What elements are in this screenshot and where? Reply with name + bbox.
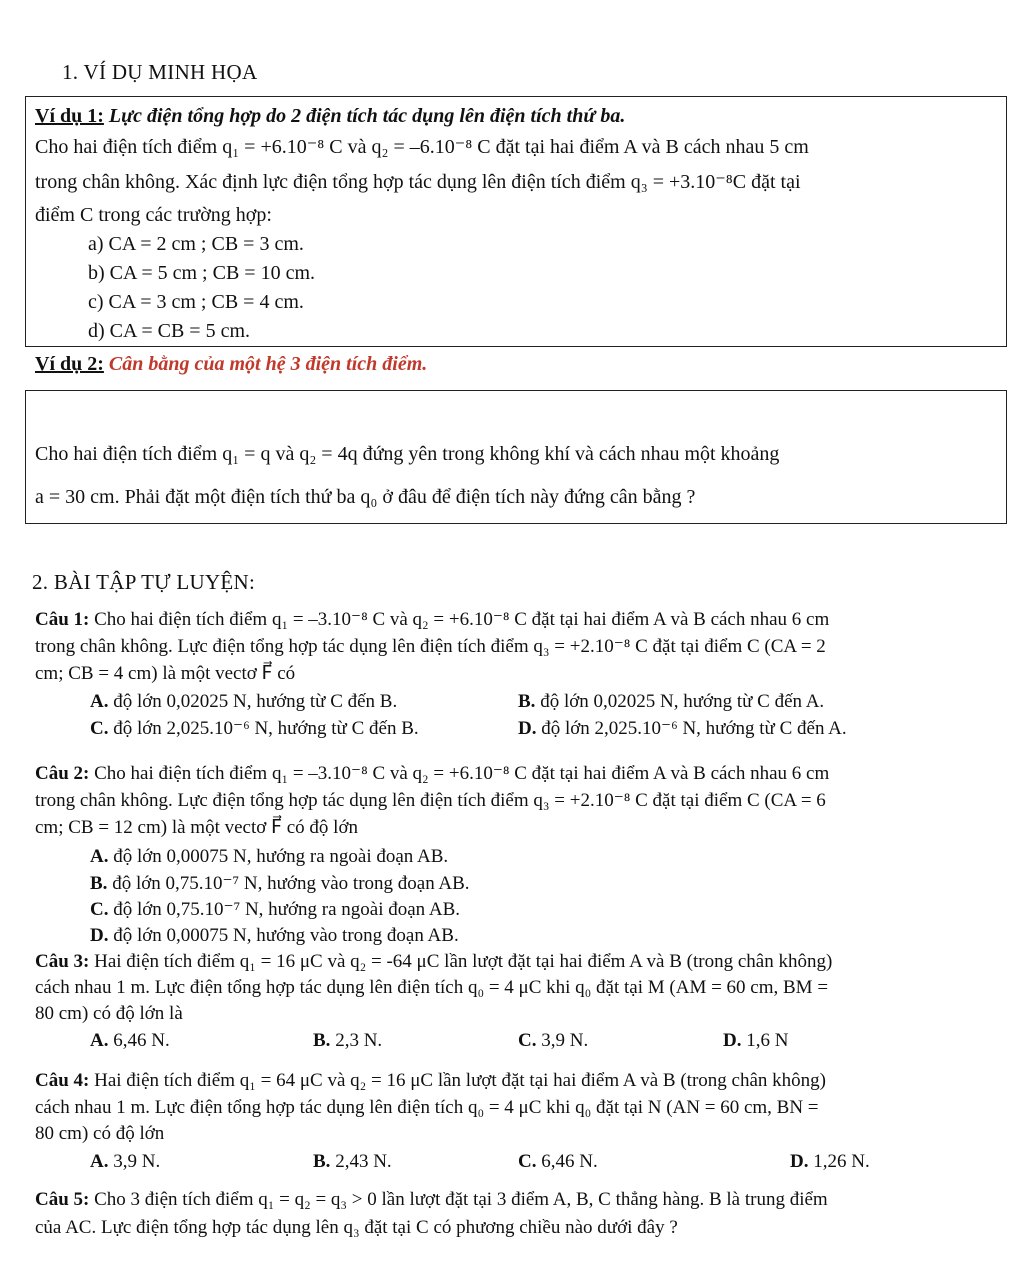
question-3-option-c bbox=[518, 1029, 588, 1053]
example-1-title: Lực điện tổng hợp do 2 điện tích tác dụng lên điện tích thứ ba. bbox=[108, 105, 626, 127]
example-1-heading bbox=[35, 104, 625, 128]
example-2-line-2: a = 30 cm. Phải đặt một điện tích thứ ba q₀ ở đâu để điện tích này đứng cân bằng ? bbox=[35, 486, 696, 508]
option-letter: D. bbox=[90, 925, 109, 946]
option-text: 3,9 N. bbox=[541, 1030, 589, 1051]
question-1-line-1 bbox=[35, 608, 829, 632]
question-1-option-b bbox=[518, 690, 824, 714]
question-1-option-d bbox=[518, 717, 847, 741]
option-letter: D. bbox=[790, 1151, 809, 1172]
option-letter: C. bbox=[518, 1151, 537, 1172]
option-letter: A. bbox=[90, 1030, 109, 1051]
question-1-line-3: cm; CB = 4 cm) là một vectơ F⃗ có bbox=[35, 663, 296, 684]
option-letter: A. bbox=[90, 1151, 109, 1172]
example-1-line-1: Cho hai điện tích điểm q₁ = +6.10⁻⁸ C và q₂ = –6.10⁻⁸ C đặt tại hai điểm A và B cách nhau 5 cm bbox=[35, 136, 809, 158]
option-text: độ lớn 0,75.10⁻⁷ N, hướng vào trong đoạn AB. bbox=[112, 873, 470, 894]
question-2-line-2: trong chân không. Lực điện tổng hợp tác dụng lên điện tích điểm q₃ = +2.10⁻⁸ C đặt tại điểm C (CA = 6 bbox=[35, 790, 826, 811]
section-1-title: 1. VÍ DỤ MINH HỌA bbox=[62, 60, 258, 84]
question-5-line-1 bbox=[35, 1188, 828, 1212]
question-4-line-2: cách nhau 1 m. Lực điện tổng hợp tác dụng lên điện tích q₀ = 4 μC khi q₀ đặt tại N (AN = 60 cm, BN = bbox=[35, 1097, 819, 1118]
example-1-case-b: b) CA = 5 cm ; CB = 10 cm. bbox=[88, 262, 316, 284]
example-1-case-c: c) CA = 3 cm ; CB = 4 cm. bbox=[88, 291, 304, 313]
option-letter: D. bbox=[723, 1030, 742, 1051]
example-1-line-2: trong chân không. Xác định lực điện tổng hợp tác dụng lên điện tích điểm q₃ = +3.10⁻⁸C đặt tại bbox=[35, 171, 801, 193]
question-2-label: Câu 2: bbox=[35, 763, 90, 784]
question-4-label: Câu 4: bbox=[35, 1070, 90, 1091]
question-4-line-3: 80 cm) có độ lớn bbox=[35, 1123, 165, 1144]
example-1-case-d: d) CA = CB = 5 cm. bbox=[88, 320, 251, 342]
question-2-option-d bbox=[90, 924, 459, 948]
option-letter: B. bbox=[90, 873, 108, 894]
question-5-label: Câu 5: bbox=[35, 1189, 90, 1210]
question-2-text-1: Cho hai điện tích điểm q₁ = –3.10⁻⁸ C và q₂ = +6.10⁻⁸ C đặt tại hai điểm A và B cách nhau 6 cm bbox=[94, 763, 830, 784]
option-letter: C. bbox=[90, 718, 109, 739]
option-text: độ lớn 0,00075 N, hướng vào trong đoạn AB. bbox=[113, 925, 459, 946]
question-5-text-1: Cho 3 điện tích điểm q₁ = q₂ = q₃ > 0 lần lượt đặt tại 3 điểm A, B, C thẳng hàng. B là trung điểm bbox=[94, 1189, 828, 1210]
question-4-option-c bbox=[518, 1150, 598, 1174]
question-3-label: Câu 3: bbox=[35, 951, 90, 972]
question-2-line-1 bbox=[35, 762, 829, 786]
option-letter: A. bbox=[90, 691, 109, 712]
option-text: độ lớn 2,025.10⁻⁶ N, hướng từ C đến B. bbox=[113, 718, 419, 739]
option-letter: D. bbox=[518, 718, 537, 739]
option-letter: B. bbox=[313, 1030, 331, 1051]
option-text: 2,43 N. bbox=[335, 1151, 392, 1172]
option-text: độ lớn 0,02025 N, hướng từ C đến B. bbox=[113, 691, 398, 712]
option-text: độ lớn 0,75.10⁻⁷ N, hướng ra ngoài đoạn AB. bbox=[113, 899, 461, 920]
option-letter: B. bbox=[313, 1151, 331, 1172]
option-text: độ lớn 2,025.10⁻⁶ N, hướng từ C đến A. bbox=[541, 718, 847, 739]
question-4-option-d bbox=[790, 1150, 870, 1174]
option-text: 2,3 N. bbox=[335, 1030, 383, 1051]
question-4-option-a bbox=[90, 1150, 160, 1174]
option-text: 1,6 N bbox=[746, 1030, 789, 1051]
example-1-case-a: a) CA = 2 cm ; CB = 3 cm. bbox=[88, 233, 304, 255]
question-2-option-b bbox=[90, 872, 470, 896]
option-text: 1,26 N. bbox=[813, 1151, 870, 1172]
question-4-line-1 bbox=[35, 1069, 826, 1093]
question-3-option-d bbox=[723, 1029, 788, 1053]
example-2-heading bbox=[35, 352, 427, 376]
option-text: 6,46 N. bbox=[113, 1030, 170, 1051]
question-3-text-1: Hai điện tích điểm q₁ = 16 μC và q₂ = -64 μC lần lượt đặt tại hai điểm A và B (trong chân không) bbox=[94, 951, 833, 972]
question-1-text-1: Cho hai điện tích điểm q₁ = –3.10⁻⁸ C và q₂ = +6.10⁻⁸ C đặt tại hai điểm A và B cách nhau 6 cm bbox=[94, 609, 830, 630]
option-text: 3,9 N. bbox=[113, 1151, 161, 1172]
question-1-label: Câu 1: bbox=[35, 609, 90, 630]
option-letter: C. bbox=[90, 899, 109, 920]
example-2-line-1: Cho hai điện tích điểm q₁ = q và q₂ = 4q đứng yên trong không khí và cách nhau một khoảng bbox=[35, 443, 780, 465]
option-letter: B. bbox=[518, 691, 536, 712]
question-3-option-b bbox=[313, 1029, 382, 1053]
example-1-line-3: điểm C trong các trường hợp: bbox=[35, 204, 272, 226]
option-letter: A. bbox=[90, 846, 109, 867]
option-text: độ lớn 0,00075 N, hướng ra ngoài đoạn AB. bbox=[113, 846, 449, 867]
example-2-title: Cân bằng của một hệ 3 điện tích điểm. bbox=[108, 353, 428, 375]
question-3-option-a bbox=[90, 1029, 170, 1053]
question-1-line-2: trong chân không. Lực điện tổng hợp tác dụng lên điện tích điểm q₃ = +2.10⁻⁸ C đặt tại điểm C (CA = 2 bbox=[35, 636, 826, 657]
example-1-label: Ví dụ 1: bbox=[35, 105, 104, 127]
question-3-line-2: cách nhau 1 m. Lực điện tổng hợp tác dụng lên điện tích q₀ = 4 μC khi q₀ đặt tại M (AM = 60 cm, BM = bbox=[35, 977, 829, 998]
question-4-text-1: Hai điện tích điểm q₁ = 64 μC và q₂ = 16 μC lần lượt đặt tại hai điểm A và B (trong chân không) bbox=[94, 1070, 826, 1091]
question-1-option-a bbox=[90, 690, 397, 714]
example-2-label: Ví dụ 2: bbox=[35, 353, 104, 375]
question-1-option-c bbox=[90, 717, 419, 741]
option-letter: C. bbox=[518, 1030, 537, 1051]
section-2-title: 2. BÀI TẬP TỰ LUYỆN: bbox=[32, 570, 256, 594]
question-2-option-c bbox=[90, 898, 460, 922]
question-2-option-a bbox=[90, 845, 448, 869]
question-3-line-3: 80 cm) có độ lớn là bbox=[35, 1003, 183, 1024]
question-3-line-1 bbox=[35, 950, 832, 974]
question-4-option-b bbox=[313, 1150, 392, 1174]
question-2-line-3: cm; CB = 12 cm) là một vectơ F⃗ có độ lớn bbox=[35, 817, 358, 838]
option-text: độ lớn 0,02025 N, hướng từ C đến A. bbox=[540, 691, 825, 712]
question-5-line-2: của AC. Lực điện tổng hợp tác dụng lên q₃ đặt tại C có phương chiều nào dưới đây ? bbox=[35, 1217, 678, 1238]
option-text: 6,46 N. bbox=[541, 1151, 598, 1172]
